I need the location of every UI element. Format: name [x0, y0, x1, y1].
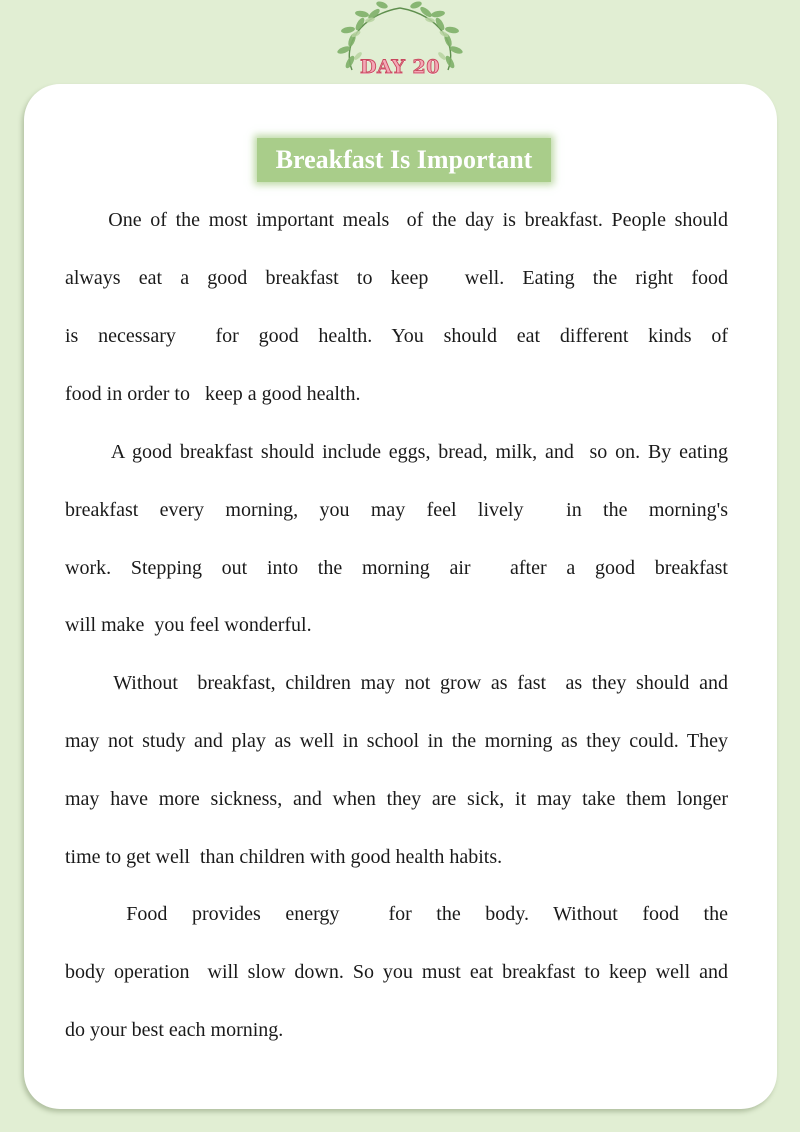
- body-line: A good breakfast should include eggs, bread, milk, and so on. By eating: [65, 441, 728, 463]
- body-line: time to get well than children with good health habits.: [65, 846, 503, 868]
- title-banner: [257, 138, 551, 182]
- day-badge: DAY 20: [360, 56, 440, 78]
- body-line: Food provides energy for the body. Without food the: [65, 903, 728, 925]
- body-line: Without breakfast, children may not grow as fast as they should and: [65, 672, 728, 694]
- content-card: [24, 84, 777, 1109]
- body-line: body operation will slow down. So you must eat breakfast to keep well and: [65, 961, 728, 983]
- body-line: breakfast every morning, you may feel lively in the morning's: [65, 499, 728, 521]
- body-line: will make you feel wonderful.: [65, 614, 312, 636]
- body-line: is necessary for good health. You should eat different kinds of: [65, 325, 728, 347]
- body-line: food in order to keep a good health.: [65, 383, 361, 405]
- body-line: may have more sickness, and when they are sick, it may take them longer: [65, 788, 728, 810]
- body-line: may not study and play as well in school in the morning as they could. They: [65, 730, 728, 752]
- body-line: One of the most important meals of the day is breakfast. People should: [65, 209, 728, 231]
- body-line: work. Stepping out into the morning air after a good breakfast: [65, 557, 728, 579]
- page-title: Breakfast Is Important: [275, 145, 533, 174]
- body-line: do your best each morning.: [65, 1019, 284, 1041]
- body-line: always eat a good breakfast to keep well. Eating the right food: [65, 267, 728, 289]
